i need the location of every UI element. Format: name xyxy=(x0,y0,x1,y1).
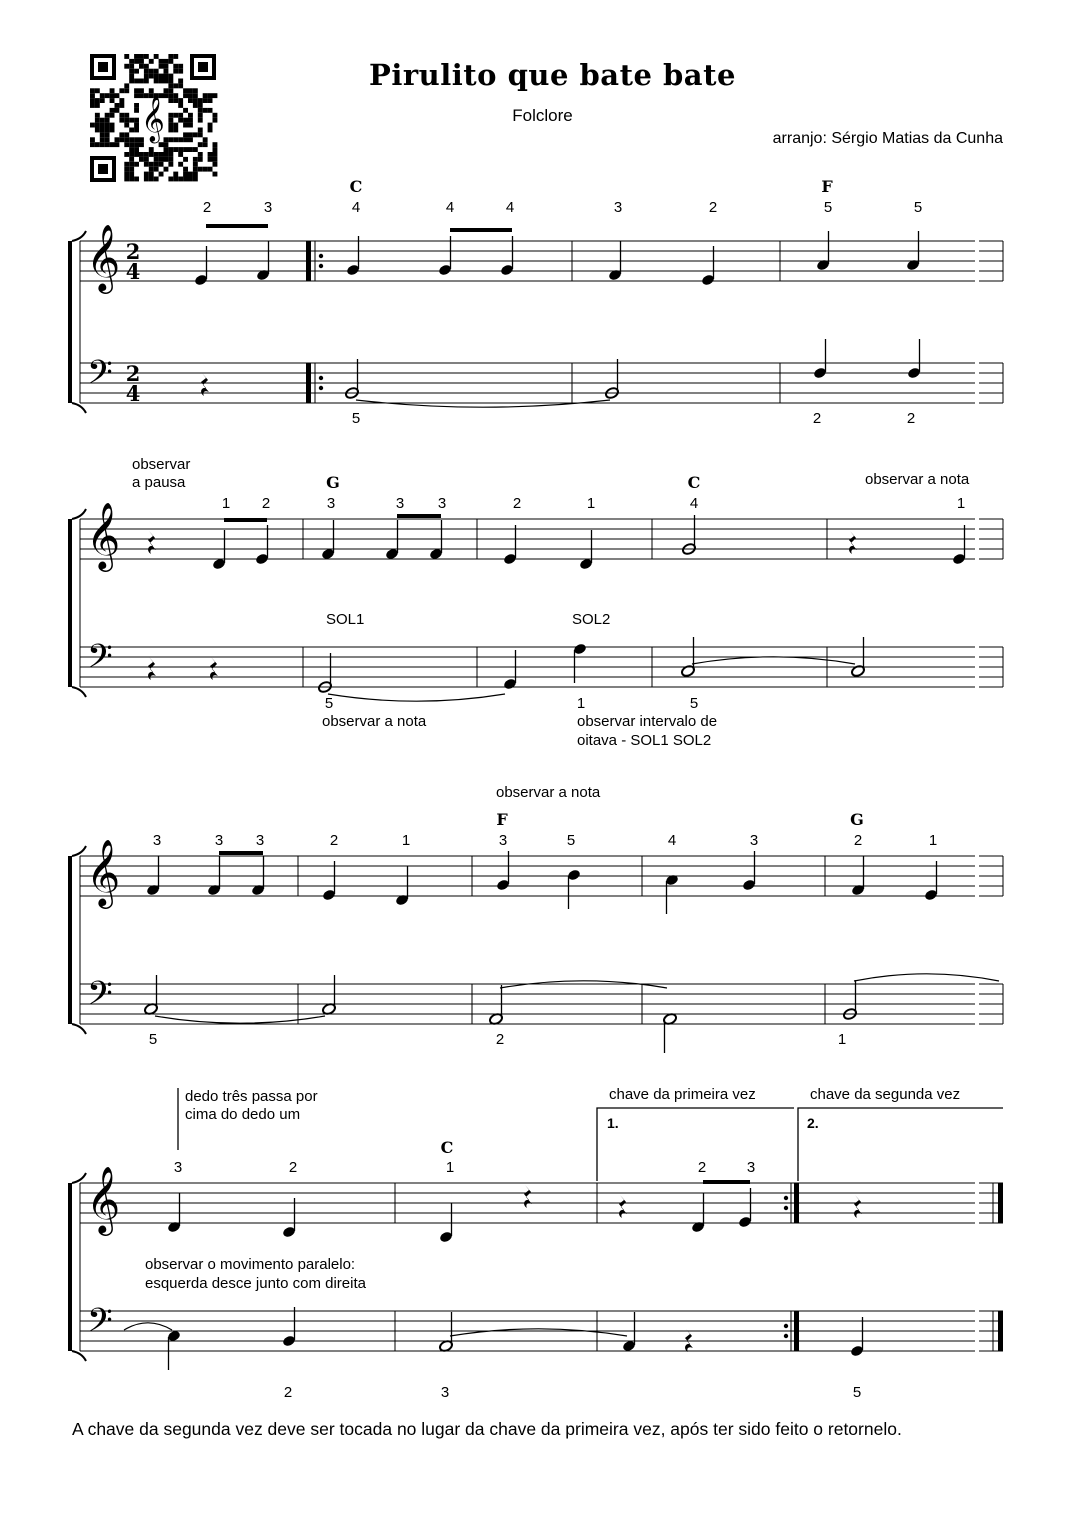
svg-text:2: 2 xyxy=(812,410,822,427)
svg-text:observar o movimento paralelo:: observar o movimento paralelo: xyxy=(145,1256,356,1273)
system-bracket xyxy=(68,519,72,687)
treble-clef-icon: 𝄞 xyxy=(86,838,121,906)
svg-text:3: 3 xyxy=(173,1159,183,1176)
svg-text:4: 4 xyxy=(667,832,677,849)
svg-text:2: 2 xyxy=(697,1159,707,1176)
system-3-rh-fingerings xyxy=(153,832,937,849)
svg-text:𝄞: 𝄞 xyxy=(141,96,165,142)
svg-text:1: 1 xyxy=(837,1031,847,1048)
svg-text:3: 3 xyxy=(255,832,265,849)
repeat-barline xyxy=(794,1183,799,1223)
system-bracket xyxy=(68,856,72,1024)
system-2-annotations xyxy=(132,456,970,749)
final-barline xyxy=(998,1311,1003,1351)
svg-text:observar a nota: observar a nota xyxy=(496,784,601,801)
system-2-chords xyxy=(326,473,700,492)
note-beam xyxy=(219,851,263,855)
svg-text:2: 2 xyxy=(495,1031,505,1048)
system-2-rh-fingerings xyxy=(222,495,965,512)
svg-text:observar intervalo de: observar intervalo de xyxy=(577,713,718,730)
repeat-dot xyxy=(784,1206,788,1210)
repeat-dot xyxy=(319,386,323,390)
tie xyxy=(155,1016,325,1023)
svg-text:1.: 1. xyxy=(607,1115,619,1131)
svg-text:3: 3 xyxy=(749,832,759,849)
svg-text:1: 1 xyxy=(956,495,966,512)
svg-text:C: C xyxy=(440,1138,454,1157)
tie xyxy=(450,1329,627,1336)
svg-text:1: 1 xyxy=(928,832,938,849)
svg-text:3: 3 xyxy=(498,832,508,849)
svg-text:5: 5 xyxy=(689,695,699,712)
svg-text:2: 2 xyxy=(906,410,916,427)
svg-text:observar a nota: observar a nota xyxy=(322,713,427,730)
svg-text:5: 5 xyxy=(823,199,833,216)
svg-text:dedo três passa por: dedo três passa por xyxy=(185,1088,318,1105)
tie xyxy=(328,694,505,701)
svg-text:2: 2 xyxy=(329,832,339,849)
system-bracket xyxy=(68,241,72,403)
svg-text:4: 4 xyxy=(505,199,515,216)
repeat-barline xyxy=(794,1311,799,1351)
bass-clef-icon: 𝄢 xyxy=(87,975,113,1021)
note-beam xyxy=(397,514,441,518)
bass-clef-icon: 𝄢 xyxy=(87,1302,113,1348)
svg-text:esquerda desce junto com direi: esquerda desce junto com direita xyxy=(145,1275,366,1292)
treble-clef-icon: 𝄞 xyxy=(86,1165,121,1233)
svg-text:1: 1 xyxy=(576,695,586,712)
arranger-credit: arranjo: Sérgio Matias da Cunha xyxy=(772,130,1003,147)
svg-text:chave da primeira vez: chave da primeira vez xyxy=(609,1086,756,1103)
repeat-barline xyxy=(306,241,311,281)
system-3 xyxy=(68,838,1003,1034)
time-signature-bottom: 4 xyxy=(125,381,141,406)
system-3-lh-fingerings xyxy=(149,1031,846,1048)
repeat-dot xyxy=(784,1334,788,1338)
system-1-lh-fingerings xyxy=(352,410,915,427)
quarter-rest xyxy=(854,1195,862,1218)
time-signature-top: 2 xyxy=(125,361,141,386)
svg-text:3: 3 xyxy=(263,199,273,216)
svg-text:observar a nota: observar a nota xyxy=(865,471,970,488)
note-beam xyxy=(206,224,268,228)
repeat-barline xyxy=(306,363,311,403)
footer-note: A chave da segunda vez deve ser tocada no lugar da chave da primeira vez, após ter sido feito o retornelo. xyxy=(72,1419,902,1439)
svg-text:1: 1 xyxy=(586,495,596,512)
note-beam xyxy=(450,228,512,232)
svg-text:3: 3 xyxy=(326,495,336,512)
tie xyxy=(854,974,999,981)
svg-text:F: F xyxy=(496,810,508,829)
system-1-chords xyxy=(350,177,834,196)
system-2-lh-fingerings xyxy=(325,695,698,712)
repeat-dot xyxy=(319,264,323,268)
svg-text:2: 2 xyxy=(512,495,522,512)
svg-text:5: 5 xyxy=(566,832,576,849)
repeat-dot xyxy=(784,1324,788,1328)
svg-text:G: G xyxy=(326,473,340,492)
time-signature-bottom: 4 xyxy=(125,259,141,284)
system-4-rh-fingerings xyxy=(174,1159,755,1176)
svg-text:2: 2 xyxy=(283,1384,293,1401)
repeat-dot xyxy=(319,254,323,258)
svg-text:2.: 2. xyxy=(807,1115,819,1131)
svg-text:2: 2 xyxy=(853,832,863,849)
svg-text:C: C xyxy=(349,177,363,196)
svg-text:C: C xyxy=(687,473,701,492)
system-3-annotations xyxy=(496,784,601,801)
svg-text:3: 3 xyxy=(437,495,447,512)
piece-title: Pirulito que bate bate xyxy=(369,58,736,92)
svg-text:5: 5 xyxy=(324,695,334,712)
note-beam xyxy=(703,1180,750,1184)
volta-labels xyxy=(607,1115,819,1131)
svg-text:3: 3 xyxy=(746,1159,756,1176)
svg-text:1: 1 xyxy=(401,832,411,849)
volta-bracket-1 xyxy=(597,1108,794,1181)
piece-subtitle: Folclore xyxy=(512,106,573,125)
svg-text:a pausa: a pausa xyxy=(132,474,186,491)
svg-text:G: G xyxy=(850,810,864,829)
system-4-annotations xyxy=(145,1086,960,1292)
treble-clef-icon: 𝄞 xyxy=(86,501,121,569)
svg-text:5: 5 xyxy=(852,1384,862,1401)
time-signature-top: 2 xyxy=(125,239,141,264)
quarter-rest xyxy=(849,531,857,554)
volta-bracket-2 xyxy=(798,1108,1003,1181)
system-4-chords xyxy=(441,1138,454,1157)
svg-text:SOL1: SOL1 xyxy=(326,611,365,628)
svg-text:SOL2: SOL2 xyxy=(572,611,611,628)
svg-text:F: F xyxy=(821,177,833,196)
svg-text:3: 3 xyxy=(613,199,623,216)
svg-text:2: 2 xyxy=(288,1159,298,1176)
svg-text:observar: observar xyxy=(132,456,191,473)
svg-text:4: 4 xyxy=(445,199,455,216)
tie xyxy=(124,1323,172,1330)
system-bracket xyxy=(68,1183,72,1351)
svg-text:3: 3 xyxy=(152,832,162,849)
svg-text:chave da segunda vez: chave da segunda vez xyxy=(810,1086,961,1103)
quarter-rest xyxy=(619,1195,627,1218)
note-beam xyxy=(224,518,267,522)
svg-text:2: 2 xyxy=(261,495,271,512)
svg-text:oitava - SOL1 SOL2: oitava - SOL1 SOL2 xyxy=(577,732,712,749)
svg-text:2: 2 xyxy=(708,199,718,216)
svg-text:3: 3 xyxy=(395,495,405,512)
repeat-dot xyxy=(784,1196,788,1200)
system-3-chords xyxy=(496,810,864,829)
svg-text:1: 1 xyxy=(445,1159,455,1176)
svg-text:2: 2 xyxy=(202,199,212,216)
quarter-rest xyxy=(148,531,156,554)
svg-text:5: 5 xyxy=(913,199,923,216)
quarter-rest xyxy=(524,1185,532,1208)
tie xyxy=(692,657,855,664)
treble-clef-icon: 𝄞 xyxy=(86,223,121,291)
system-4-lh-fingerings xyxy=(284,1384,861,1401)
svg-text:cima do dedo um: cima do dedo um xyxy=(185,1106,301,1123)
svg-text:3: 3 xyxy=(440,1384,450,1401)
repeat-dot xyxy=(319,376,323,380)
final-barline xyxy=(998,1183,1003,1223)
bass-clef-icon: 𝄢 xyxy=(87,638,113,684)
svg-text:1: 1 xyxy=(221,495,231,512)
bass-clef-icon: 𝄢 xyxy=(87,354,113,400)
system-1-rh-fingerings xyxy=(203,199,922,216)
system-1 xyxy=(68,223,1003,413)
svg-text:5: 5 xyxy=(351,410,361,427)
svg-text:3: 3 xyxy=(214,832,224,849)
svg-text:4: 4 xyxy=(689,495,699,512)
svg-text:5: 5 xyxy=(148,1031,158,1048)
svg-text:4: 4 xyxy=(351,199,361,216)
